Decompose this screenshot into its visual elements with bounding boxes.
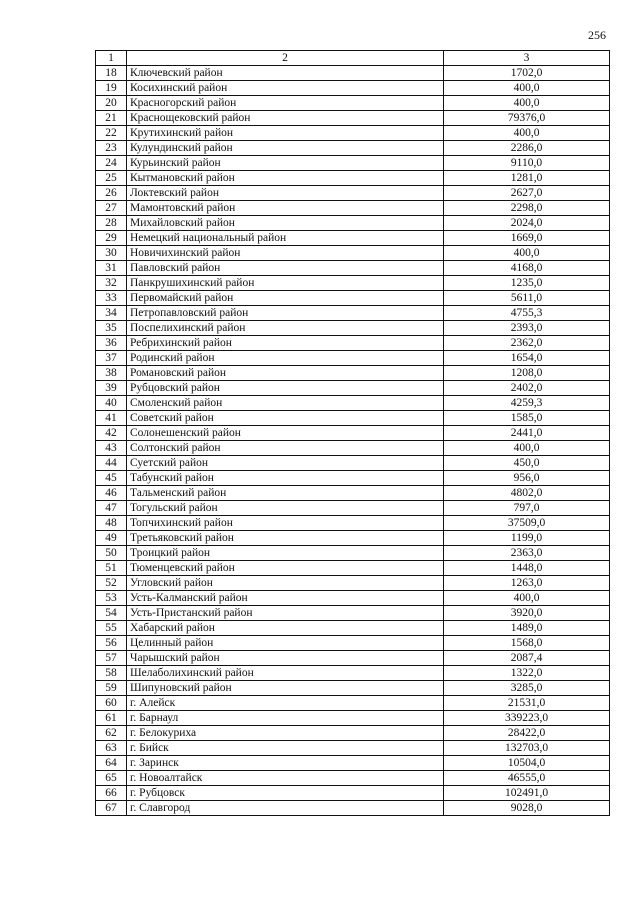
row-value-cell: 5611,0 [444, 291, 610, 306]
row-value-cell: 2363,0 [444, 546, 610, 561]
row-name-cell: г. Барнаул [127, 711, 444, 726]
table-row [96, 291, 610, 306]
row-value-cell: 3285,0 [444, 681, 610, 696]
table-row [96, 66, 610, 81]
row-name-cell: Мамонтовский район [127, 201, 444, 216]
table-row [96, 711, 610, 726]
table-row [96, 96, 610, 111]
table-row [96, 546, 610, 561]
row-value-cell: 79376,0 [444, 111, 610, 126]
row-name-cell: Тогульский район [127, 501, 444, 516]
row-value-cell: 4168,0 [444, 261, 610, 276]
row-name-cell: Усть-Калманский район [127, 591, 444, 606]
row-number-cell: 64 [96, 756, 127, 771]
row-value-cell: 2298,0 [444, 201, 610, 216]
row-name-cell: Кулундинский район [127, 141, 444, 156]
table-row [96, 801, 610, 816]
row-value-cell: 450,0 [444, 456, 610, 471]
table-row [96, 501, 610, 516]
row-value-cell: 9110,0 [444, 156, 610, 171]
row-value-cell: 1669,0 [444, 231, 610, 246]
row-value-cell: 1702,0 [444, 66, 610, 81]
row-number-cell: 50 [96, 546, 127, 561]
row-value-cell: 1322,0 [444, 666, 610, 681]
row-name-cell: Романовский район [127, 366, 444, 381]
table-row [96, 126, 610, 141]
row-number-cell: 39 [96, 381, 127, 396]
row-value-cell: 2362,0 [444, 336, 610, 351]
table-row [96, 381, 610, 396]
table-row [96, 756, 610, 771]
row-value-cell: 1448,0 [444, 561, 610, 576]
row-number-cell: 45 [96, 471, 127, 486]
row-name-cell: Косихинский район [127, 81, 444, 96]
row-value-cell: 1281,0 [444, 171, 610, 186]
row-name-cell: г. Заринск [127, 756, 444, 771]
row-number-cell: 19 [96, 81, 127, 96]
row-value-cell: 400,0 [444, 126, 610, 141]
table-header-row [96, 51, 610, 66]
row-value-cell: 1568,0 [444, 636, 610, 651]
table-row [96, 246, 610, 261]
row-number-cell: 21 [96, 111, 127, 126]
row-value-cell: 28422,0 [444, 726, 610, 741]
row-value-cell: 400,0 [444, 96, 610, 111]
row-value-cell: 400,0 [444, 246, 610, 261]
row-name-cell: Троицкий район [127, 546, 444, 561]
column-header-value: 3 [444, 51, 610, 66]
row-number-cell: 66 [96, 786, 127, 801]
table-row [96, 426, 610, 441]
row-name-cell: Михайловский район [127, 216, 444, 231]
table-row [96, 81, 610, 96]
table-row [96, 471, 610, 486]
row-number-cell: 23 [96, 141, 127, 156]
row-value-cell: 1235,0 [444, 276, 610, 291]
row-number-cell: 67 [96, 801, 127, 816]
table-row [96, 171, 610, 186]
row-name-cell: г. Рубцовск [127, 786, 444, 801]
table-row [96, 396, 610, 411]
table-row [96, 366, 610, 381]
row-number-cell: 31 [96, 261, 127, 276]
row-number-cell: 35 [96, 321, 127, 336]
table-row [96, 486, 610, 501]
row-value-cell: 21531,0 [444, 696, 610, 711]
row-number-cell: 37 [96, 351, 127, 366]
page-number: 256 [588, 28, 606, 42]
row-name-cell: Усть-Пристанский район [127, 606, 444, 621]
row-name-cell: Суетский район [127, 456, 444, 471]
row-number-cell: 40 [96, 396, 127, 411]
table-row [96, 591, 610, 606]
row-number-cell: 60 [96, 696, 127, 711]
row-value-cell: 2627,0 [444, 186, 610, 201]
row-name-cell: г. Новоалтайск [127, 771, 444, 786]
row-number-cell: 42 [96, 426, 127, 441]
row-value-cell: 797,0 [444, 501, 610, 516]
table-row [96, 441, 610, 456]
row-number-cell: 44 [96, 456, 127, 471]
row-value-cell: 132703,0 [444, 741, 610, 756]
row-name-cell: Смоленский район [127, 396, 444, 411]
column-header-name: 2 [127, 51, 444, 66]
row-name-cell: Первомайский район [127, 291, 444, 306]
row-value-cell: 37509,0 [444, 516, 610, 531]
row-number-cell: 26 [96, 186, 127, 201]
table-row [96, 276, 610, 291]
row-value-cell: 9028,0 [444, 801, 610, 816]
table-row [96, 786, 610, 801]
row-number-cell: 51 [96, 561, 127, 576]
row-value-cell: 2286,0 [444, 141, 610, 156]
table-row [96, 411, 610, 426]
table-row [96, 606, 610, 621]
row-name-cell: г. Бийск [127, 741, 444, 756]
row-number-cell: 53 [96, 591, 127, 606]
row-name-cell: Солтонский район [127, 441, 444, 456]
row-value-cell: 1199,0 [444, 531, 610, 546]
row-number-cell: 27 [96, 201, 127, 216]
table-row [96, 216, 610, 231]
row-name-cell: Крутихинский район [127, 126, 444, 141]
row-value-cell: 10504,0 [444, 756, 610, 771]
row-value-cell: 2441,0 [444, 426, 610, 441]
row-number-cell: 38 [96, 366, 127, 381]
table-row [96, 666, 610, 681]
row-name-cell: Чарышский район [127, 651, 444, 666]
row-number-cell: 63 [96, 741, 127, 756]
row-name-cell: Солонешенский район [127, 426, 444, 441]
row-number-cell: 49 [96, 531, 127, 546]
table-row [96, 636, 610, 651]
row-value-cell: 956,0 [444, 471, 610, 486]
table-row [96, 456, 610, 471]
table-row [96, 261, 610, 276]
row-number-cell: 59 [96, 681, 127, 696]
table-row [96, 516, 610, 531]
row-name-cell: г. Славгород [127, 801, 444, 816]
row-number-cell: 43 [96, 441, 127, 456]
row-value-cell: 1585,0 [444, 411, 610, 426]
table-row [96, 141, 610, 156]
row-name-cell: Третьяковский район [127, 531, 444, 546]
row-number-cell: 30 [96, 246, 127, 261]
row-value-cell: 2087,4 [444, 651, 610, 666]
row-name-cell: Шелаболихинский район [127, 666, 444, 681]
table-row [96, 531, 610, 546]
table-row [96, 576, 610, 591]
table-row [96, 681, 610, 696]
row-name-cell: Угловский район [127, 576, 444, 591]
row-number-cell: 33 [96, 291, 127, 306]
table-row [96, 696, 610, 711]
table-row [96, 351, 610, 366]
row-number-cell: 48 [96, 516, 127, 531]
row-name-cell: Курьинский район [127, 156, 444, 171]
row-name-cell: Локтевский район [127, 186, 444, 201]
table-row [96, 741, 610, 756]
row-number-cell: 46 [96, 486, 127, 501]
row-number-cell: 47 [96, 501, 127, 516]
row-number-cell: 18 [96, 66, 127, 81]
row-value-cell: 3920,0 [444, 606, 610, 621]
table-row [96, 231, 610, 246]
row-number-cell: 29 [96, 231, 127, 246]
row-value-cell: 46555,0 [444, 771, 610, 786]
row-number-cell: 52 [96, 576, 127, 591]
row-number-cell: 32 [96, 276, 127, 291]
table-row [96, 726, 610, 741]
table-row [96, 336, 610, 351]
row-name-cell: Советский район [127, 411, 444, 426]
row-name-cell: Родинский район [127, 351, 444, 366]
row-name-cell: Ключевский район [127, 66, 444, 81]
table-row [96, 651, 610, 666]
row-number-cell: 28 [96, 216, 127, 231]
data-table [95, 50, 610, 816]
table-row [96, 156, 610, 171]
row-number-cell: 36 [96, 336, 127, 351]
row-value-cell: 2402,0 [444, 381, 610, 396]
row-number-cell: 22 [96, 126, 127, 141]
row-name-cell: г. Алейск [127, 696, 444, 711]
row-name-cell: Павловский район [127, 261, 444, 276]
row-name-cell: Тюменцевский район [127, 561, 444, 576]
row-name-cell: Кытмановский район [127, 171, 444, 186]
row-value-cell: 1489,0 [444, 621, 610, 636]
row-name-cell: Хабарский район [127, 621, 444, 636]
row-value-cell: 4755,3 [444, 306, 610, 321]
row-name-cell: г. Белокуриха [127, 726, 444, 741]
column-header-number: 1 [96, 51, 127, 66]
table-row [96, 201, 610, 216]
row-name-cell: Ребрихинский район [127, 336, 444, 351]
row-name-cell: Новичихинский район [127, 246, 444, 261]
row-name-cell: Тальменский район [127, 486, 444, 501]
table-row [96, 561, 610, 576]
row-name-cell: Топчихинский район [127, 516, 444, 531]
row-number-cell: 55 [96, 621, 127, 636]
table-row [96, 186, 610, 201]
table-row [96, 306, 610, 321]
row-value-cell: 4802,0 [444, 486, 610, 501]
row-number-cell: 41 [96, 411, 127, 426]
row-value-cell: 1208,0 [444, 366, 610, 381]
row-number-cell: 62 [96, 726, 127, 741]
row-value-cell: 2024,0 [444, 216, 610, 231]
row-number-cell: 65 [96, 771, 127, 786]
row-name-cell: Красногорский район [127, 96, 444, 111]
row-name-cell: Панкрушихинский район [127, 276, 444, 291]
row-value-cell: 339223,0 [444, 711, 610, 726]
table-row [96, 771, 610, 786]
row-number-cell: 34 [96, 306, 127, 321]
row-value-cell: 2393,0 [444, 321, 610, 336]
row-number-cell: 57 [96, 651, 127, 666]
row-name-cell: Петропавловский район [127, 306, 444, 321]
row-name-cell: Поспелихинский район [127, 321, 444, 336]
row-number-cell: 20 [96, 96, 127, 111]
row-value-cell: 400,0 [444, 591, 610, 606]
row-value-cell: 102491,0 [444, 786, 610, 801]
table-row [96, 111, 610, 126]
row-value-cell: 4259,3 [444, 396, 610, 411]
row-name-cell: Целинный район [127, 636, 444, 651]
row-number-cell: 61 [96, 711, 127, 726]
table-row [96, 321, 610, 336]
row-number-cell: 54 [96, 606, 127, 621]
row-value-cell: 1263,0 [444, 576, 610, 591]
row-value-cell: 400,0 [444, 81, 610, 96]
table-row [96, 621, 610, 636]
row-number-cell: 56 [96, 636, 127, 651]
row-name-cell: Шипуновский район [127, 681, 444, 696]
row-name-cell: Рубцовский район [127, 381, 444, 396]
row-name-cell: Немецкий национальный район [127, 231, 444, 246]
row-value-cell: 400,0 [444, 441, 610, 456]
row-number-cell: 58 [96, 666, 127, 681]
row-number-cell: 24 [96, 156, 127, 171]
row-value-cell: 1654,0 [444, 351, 610, 366]
row-name-cell: Краснощековский район [127, 111, 444, 126]
row-number-cell: 25 [96, 171, 127, 186]
row-name-cell: Табунский район [127, 471, 444, 486]
